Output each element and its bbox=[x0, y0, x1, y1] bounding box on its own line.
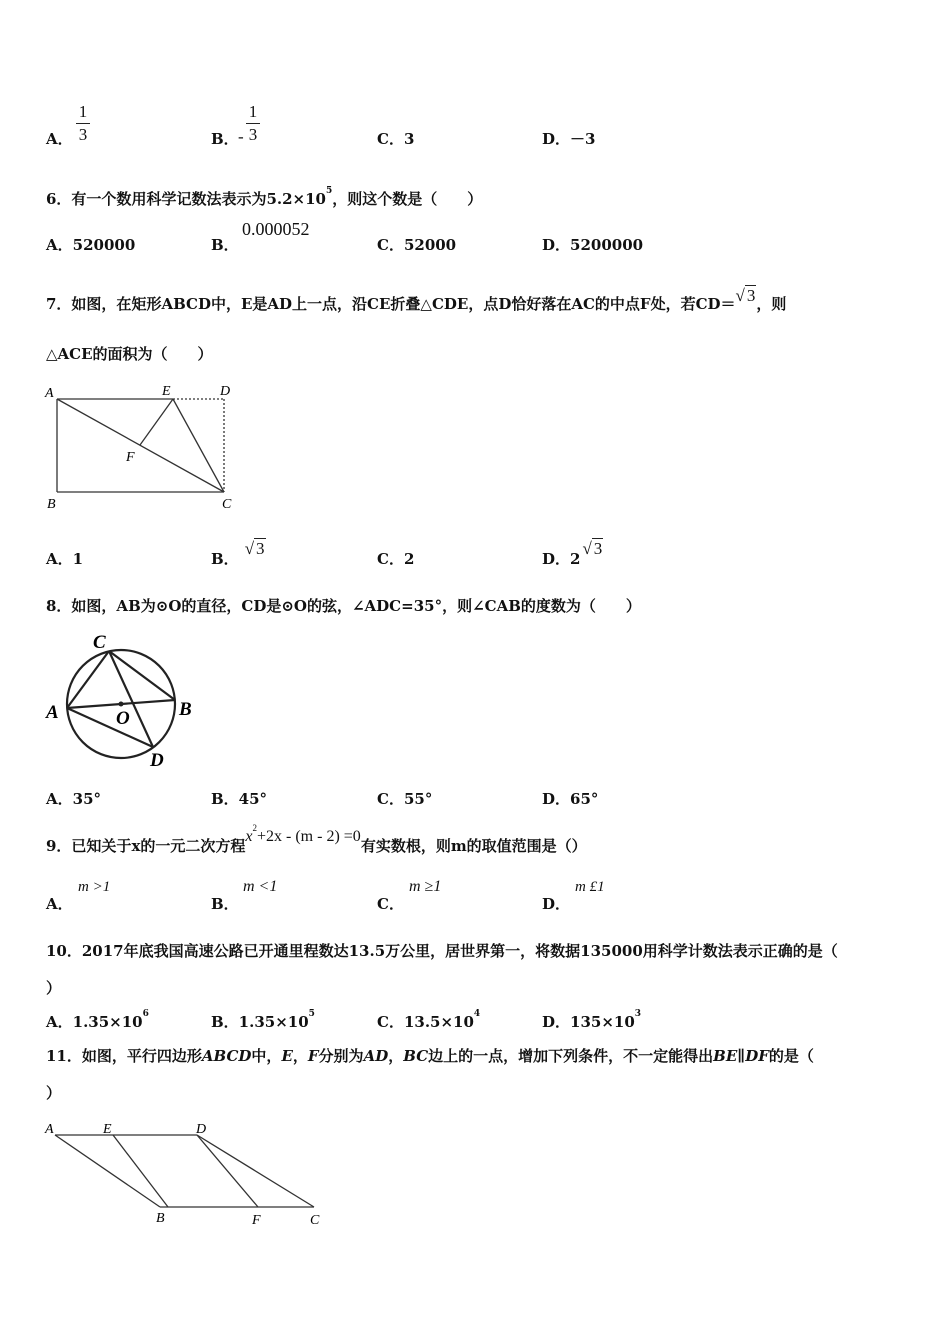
q8-option-d: D．65° bbox=[542, 790, 599, 808]
q9-option-c-expr: m ≥1 bbox=[409, 878, 442, 895]
q11-label-a: A bbox=[45, 1122, 54, 1137]
q5-option-b-sign: - bbox=[238, 127, 244, 146]
q5-option-c: C．3 bbox=[377, 130, 415, 148]
q8-option-a: A．35° bbox=[46, 790, 102, 808]
q7-stem-line1: 7．如图，在矩形ABCD中，E是AD上一点，沿CE折叠△CDE，点D恰好落在AC的中点F处，若CD＝√ 3，则 bbox=[46, 286, 787, 313]
q10-option-c: C．$13.5\times 10^4$ bbox=[377, 1009, 481, 1031]
q7-label-e: E bbox=[162, 384, 171, 399]
q11-label-c: C bbox=[310, 1213, 320, 1228]
q7-rectangle-diagram bbox=[40, 378, 250, 518]
q10-stem-line2: ） bbox=[46, 979, 62, 997]
q6-option-c: C．52000 bbox=[377, 236, 457, 254]
q11-label-d: D bbox=[196, 1122, 207, 1137]
q7-option-d: D．2√ 3 bbox=[542, 539, 603, 568]
q10-option-a: A．$1.35\times 10^6$ bbox=[46, 1009, 149, 1031]
q5-option-b-fraction: 1 3 bbox=[246, 102, 260, 145]
q9-option-b-label: B． bbox=[211, 895, 239, 913]
q6-option-a: A．520000 bbox=[46, 236, 136, 254]
q8-label-c: C bbox=[93, 632, 106, 653]
q7-stem-line2: △ACE的面积为（ ） bbox=[46, 345, 213, 363]
q6-option-d: D．5200000 bbox=[542, 236, 644, 254]
q9-option-d-expr: m £1 bbox=[575, 879, 605, 895]
q6-option-b-label: B． bbox=[211, 236, 239, 254]
q11-segment-be bbox=[113, 1135, 168, 1207]
q5-option-a-fraction: 1 3 bbox=[76, 102, 90, 145]
q11-parallelogram-diagram bbox=[40, 1114, 340, 1234]
q10-option-b: B．$1.35\times 10^5$ bbox=[211, 1009, 315, 1031]
q8-chord-cd bbox=[109, 651, 153, 747]
q8-label-o: O bbox=[116, 708, 130, 729]
q7-label-d: D bbox=[220, 384, 231, 399]
q8-chord-ad bbox=[67, 708, 153, 747]
q11-stem-line2: ） bbox=[46, 1084, 62, 1102]
q8-option-c: C．55° bbox=[377, 790, 433, 808]
q5-option-d: D．－3 bbox=[542, 130, 596, 148]
q11-segment-df bbox=[197, 1135, 258, 1207]
q11-segment-dc bbox=[197, 1135, 314, 1207]
q10-stem-line1: 10．2017年底我国高速公路已开通里程数达13.5万公里，居世界第一，将数据135000用科学计数法表示正确的是（ bbox=[46, 942, 838, 960]
q5-option-a-label: A． bbox=[46, 130, 73, 148]
q7-option-c: C．2 bbox=[377, 550, 415, 568]
q9-option-d-label: D． bbox=[542, 895, 571, 913]
q7-segment-ef bbox=[140, 399, 173, 445]
q8-label-a: A bbox=[46, 702, 59, 723]
q8-chord-cb bbox=[109, 651, 175, 700]
q7-label-c: C bbox=[222, 497, 232, 512]
q8-option-b: B．45° bbox=[211, 790, 268, 808]
q7-option-a: A．1 bbox=[46, 550, 84, 568]
q10-option-d: D．$135\times 10^3$ bbox=[542, 1009, 642, 1031]
q9-option-c-label: C． bbox=[377, 895, 404, 913]
q7-label-a: A bbox=[45, 386, 54, 401]
q5-option-b-label: B． bbox=[211, 130, 239, 148]
q11-label-e: E bbox=[103, 1122, 112, 1137]
q6-option-b-value: 0.000052 bbox=[242, 219, 310, 239]
q11-label-b: B bbox=[156, 1211, 165, 1226]
q7-label-f: F bbox=[126, 450, 135, 465]
q9-option-b-expr: m <1 bbox=[243, 878, 278, 895]
q8-label-b: B bbox=[179, 699, 192, 720]
q7-label-b: B bbox=[47, 497, 56, 512]
q9-option-a-expr: m >1 bbox=[78, 879, 111, 895]
q11-segment-ab bbox=[55, 1135, 160, 1207]
q6-stem: 6．有一个数用科学记数法表示为$5.2\times 10^5$，则这个数是（ ） bbox=[46, 186, 483, 208]
q8-label-d: D bbox=[150, 750, 164, 771]
q7-option-b: B．√ 3 bbox=[211, 539, 265, 568]
q9-option-a-label: A． bbox=[46, 895, 73, 913]
q8-stem: 8．如图，AB为⊙O的直径，CD是⊙O的弦，∠ADC=35°，则∠CAB的度数为（ ） bbox=[46, 597, 641, 615]
q11-label-f: F bbox=[252, 1213, 261, 1228]
q11-stem-line1: 11．如图，平行四边形ABCD中，E，F分别为AD，BC边上的一点，增加下列条件，不一定能得出BE∥DF的是（ bbox=[46, 1047, 814, 1065]
q8-circle-diagram bbox=[40, 626, 210, 776]
q8-center-dot bbox=[119, 702, 124, 707]
q9-stem: 9．已知关于x的一元二次方程$x^2+2x - (m - 2) =0$有实数根，则m的取值范围是（） bbox=[46, 823, 587, 855]
